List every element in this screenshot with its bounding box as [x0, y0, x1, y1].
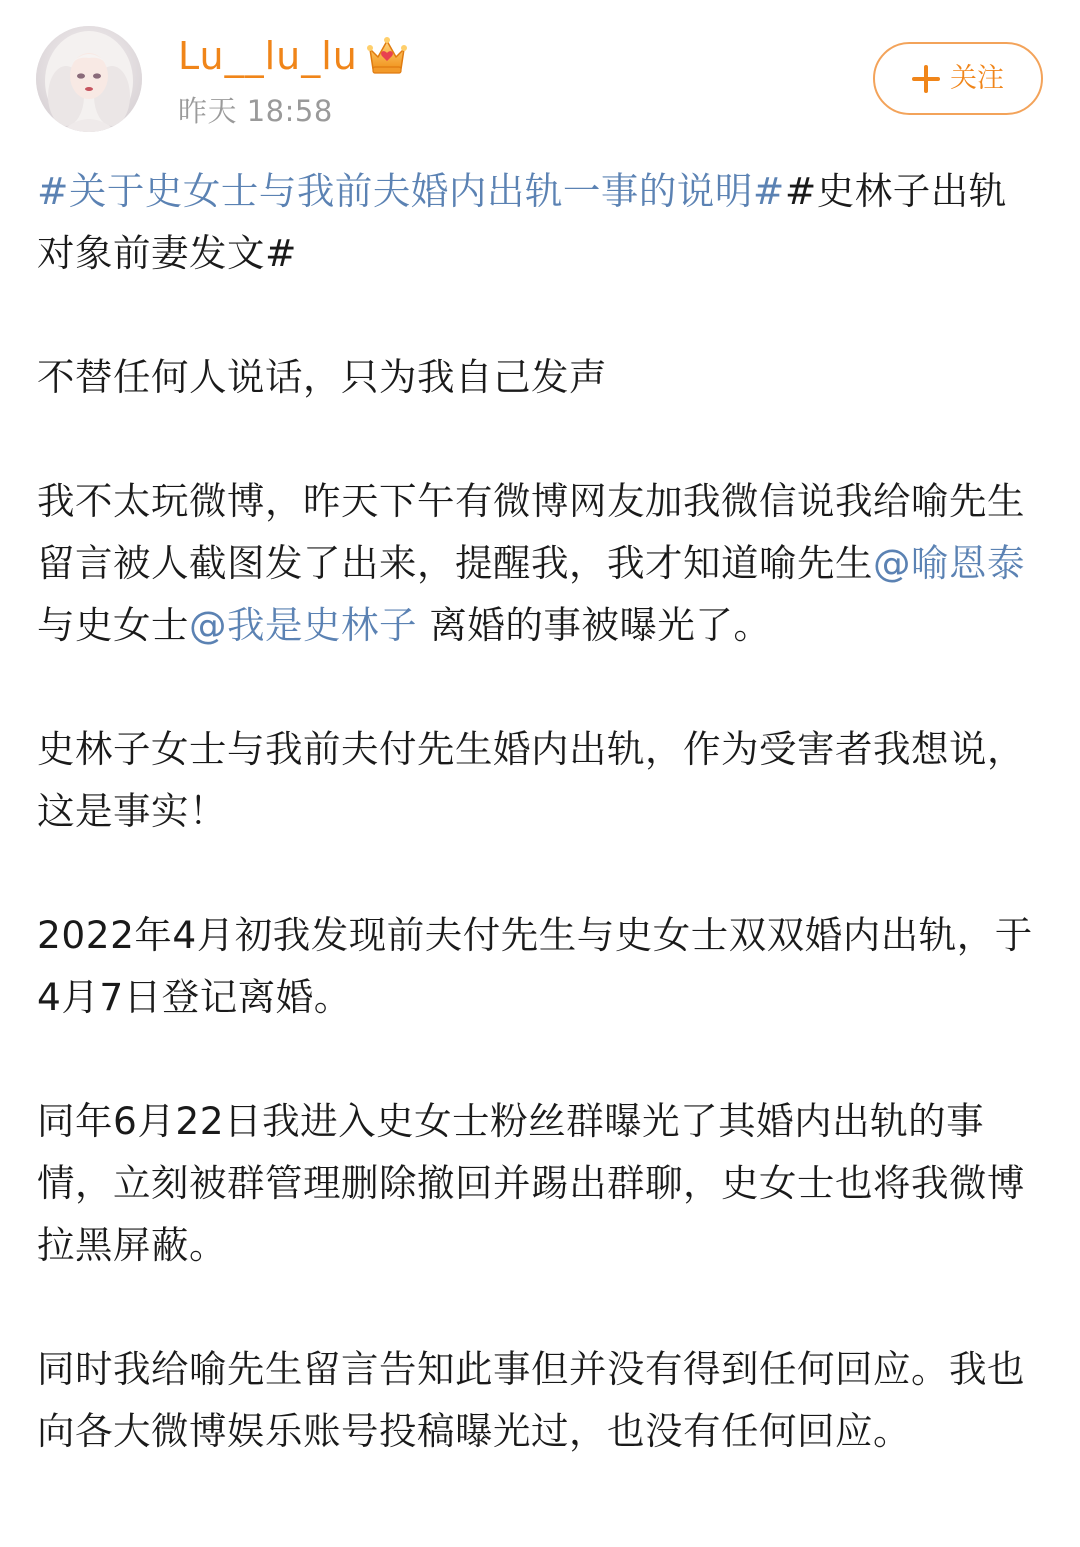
- paragraph-hashtags: [37, 160, 1037, 284]
- plus-icon: [912, 65, 940, 93]
- paragraph-text: 我不太玩微博，昨天下午有微博网友加我微信说我给喻先生留言被人截图发了出来，提醒我，我才知道喻先生: [37, 479, 1025, 585]
- paragraph-intro: 不替任何人说话，只为我自己发声: [37, 355, 607, 399]
- paragraph-mentions: [37, 470, 1037, 656]
- post-header: [0, 0, 1080, 150]
- post-body: [37, 160, 1037, 1462]
- hashtag-link[interactable]: #关于史女士与我前夫婚内出轨一事的说明#: [37, 169, 785, 213]
- mention-link[interactable]: @喻恩泰: [873, 541, 1025, 585]
- paragraph-no-response: 同时我给喻先生留言告知此事但并没有得到任何回应。我也向各大微博娱乐账号投稿曝光过，也没有任何回应。: [37, 1347, 1025, 1453]
- username-row: [178, 28, 410, 84]
- avatar-image: [36, 26, 142, 132]
- paragraph-timeline-june: 同年6月22日我进入史女士粉丝群曝光了其婚内出轨的事情，立刻被群管理删除撤回并踢出群聊，史女士也将我微博拉黑屏蔽。: [37, 1099, 1025, 1267]
- paragraph-text: 与史女士: [37, 603, 189, 647]
- crown-icon[interactable]: [364, 33, 410, 79]
- follow-label: 关注: [950, 62, 1004, 94]
- post-timestamp: 昨天 18:58: [178, 94, 333, 128]
- username[interactable]: Lu__lu_lu: [178, 34, 358, 78]
- paragraph-statement: 史林子女士与我前夫付先生婚内出轨，作为受害者我想说，这是事实！: [37, 727, 1025, 833]
- hashtag-text: #史林子出轨对象前妻发文#: [37, 169, 1007, 275]
- paragraph-timeline-april: 2022年4月初我发现前夫付先生与史女士双双婚内出轨，于4月7日登记离婚。: [37, 913, 1033, 1019]
- avatar[interactable]: [36, 26, 142, 132]
- paragraph-text: 离婚的事被曝光了。: [417, 603, 772, 647]
- follow-button[interactable]: [873, 42, 1043, 115]
- mention-link[interactable]: @我是史林子: [189, 603, 417, 647]
